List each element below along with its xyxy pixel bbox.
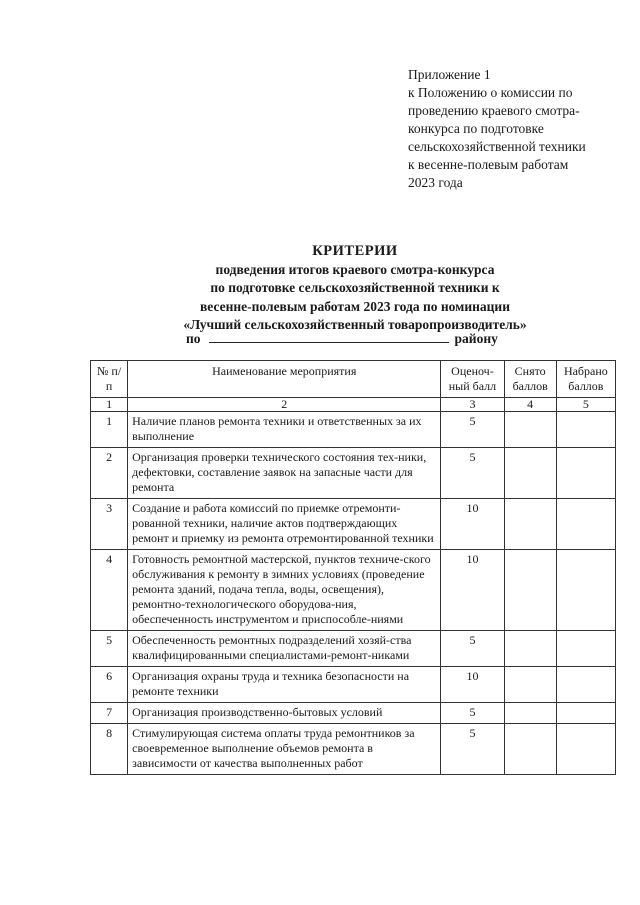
header-score: Оценоч-ный балл [441, 361, 504, 398]
appendix-line: к весенне-полевым работам [408, 157, 569, 172]
table-header-row [91, 361, 616, 398]
column-number: 4 [504, 398, 556, 412]
table-row [91, 703, 616, 724]
table-row [91, 499, 616, 550]
table-body [91, 398, 616, 775]
row-name: Стимулирующая система оплаты труда ремонтников за своевременное выполнение объемов ремонта в зависимости от качества выполненных работ [128, 724, 441, 775]
table-row [91, 448, 616, 499]
row-num: 2 [91, 448, 128, 499]
row-earned-cell[interactable] [556, 448, 615, 499]
appendix-line: сельскохозяйственной техники [408, 139, 586, 154]
appendix-line: конкурса по подготовке [408, 121, 544, 136]
district-prefix: по [186, 331, 201, 346]
subtitle-line: «Лучший сельскохозяйственный товаропроизводитель» [183, 317, 527, 332]
row-earned-cell[interactable] [556, 499, 615, 550]
table-row [91, 550, 616, 631]
subtitle-line: подведения итогов краевого смотра-конкурса [215, 261, 495, 277]
appendix-line: к Положению о комиссии по [408, 85, 573, 100]
column-number: 3 [441, 398, 504, 412]
row-earned-cell[interactable] [556, 550, 615, 631]
column-number: 5 [556, 398, 615, 412]
row-removed-cell[interactable] [504, 631, 556, 667]
appendix-line: Приложение 1 [408, 67, 491, 82]
row-removed-cell[interactable] [504, 724, 556, 775]
column-number: 2 [128, 398, 441, 412]
row-name: Обеспеченность ремонтных подразделений хозяй-ства квалифицированными специалистами-ремонт-никами [128, 631, 441, 667]
row-num: 3 [91, 499, 128, 550]
row-num: 6 [91, 667, 128, 703]
row-num: 7 [91, 703, 128, 724]
row-score: 10 [441, 499, 504, 550]
row-earned-cell[interactable] [556, 412, 615, 448]
column-number: 1 [91, 398, 128, 412]
row-removed-cell[interactable] [504, 448, 556, 499]
row-removed-cell[interactable] [504, 412, 556, 448]
row-removed-cell[interactable] [504, 667, 556, 703]
row-earned-cell[interactable] [556, 724, 615, 775]
district-line [186, 330, 498, 347]
row-name: Готовность ремонтной мастерской, пунктов техниче-ского обслуживания к ремонту в зимних условиях (проведение ремонта зданий, подача тепла, воды, освещения), ремонтно-технологического оборудова-ния, обеспеченность инструментом и приспособле-ниями [128, 550, 441, 631]
table-row [91, 667, 616, 703]
header-earned: Набрано баллов [556, 361, 615, 398]
row-name: Наличие планов ремонта техники и ответственных за их выполнение [128, 412, 441, 448]
row-score: 5 [441, 631, 504, 667]
table-row [91, 412, 616, 448]
district-suffix: району [454, 331, 498, 346]
header-num: № п/п [91, 361, 128, 398]
row-name: Организация проверки технического состояния тех-ники, дефектовки, составление заявок на запасные части для ремонта [128, 448, 441, 499]
row-num: 1 [91, 412, 128, 448]
row-earned-cell[interactable] [556, 667, 615, 703]
row-name: Организация производственно-бытовых условий [128, 703, 441, 724]
row-score: 5 [441, 412, 504, 448]
page-title: КРИТЕРИИ [312, 243, 398, 259]
row-earned-cell[interactable] [556, 631, 615, 667]
row-num: 5 [91, 631, 128, 667]
subtitle-line: весенне-полевым работам 2023 года по номинации [200, 298, 510, 314]
subtitle-line: по подготовке сельскохозяйственной техники к [210, 280, 500, 295]
header-removed: Снято баллов [504, 361, 556, 398]
row-earned-cell[interactable] [556, 703, 615, 724]
row-removed-cell[interactable] [504, 499, 556, 550]
row-score: 5 [441, 724, 504, 775]
table-row [91, 631, 616, 667]
row-num: 8 [91, 724, 128, 775]
row-score: 5 [441, 703, 504, 724]
appendix-line: проведению краевого смотра- [408, 103, 580, 118]
row-name: Организация охраны труда и техника безопасности на ремонте техники [128, 667, 441, 703]
row-score: 5 [441, 448, 504, 499]
row-num: 4 [91, 550, 128, 631]
appendix-line: 2023 года [408, 175, 463, 190]
table-row [91, 724, 616, 775]
row-score: 10 [441, 550, 504, 631]
column-number-row [91, 398, 616, 412]
row-score: 10 [441, 667, 504, 703]
row-removed-cell[interactable] [504, 550, 556, 631]
row-removed-cell[interactable] [504, 703, 556, 724]
criteria-table [90, 360, 616, 775]
appendix-note [408, 66, 628, 192]
district-blank-field[interactable] [209, 330, 449, 343]
header-name: Наименование мероприятия [128, 361, 441, 398]
row-name: Создание и работа комиссий по приемке отремонти-рованной техники, наличие актов подтверждающих ремонт и приемку из ремонта отремонтированной техники [128, 499, 441, 550]
document-title [0, 242, 640, 335]
